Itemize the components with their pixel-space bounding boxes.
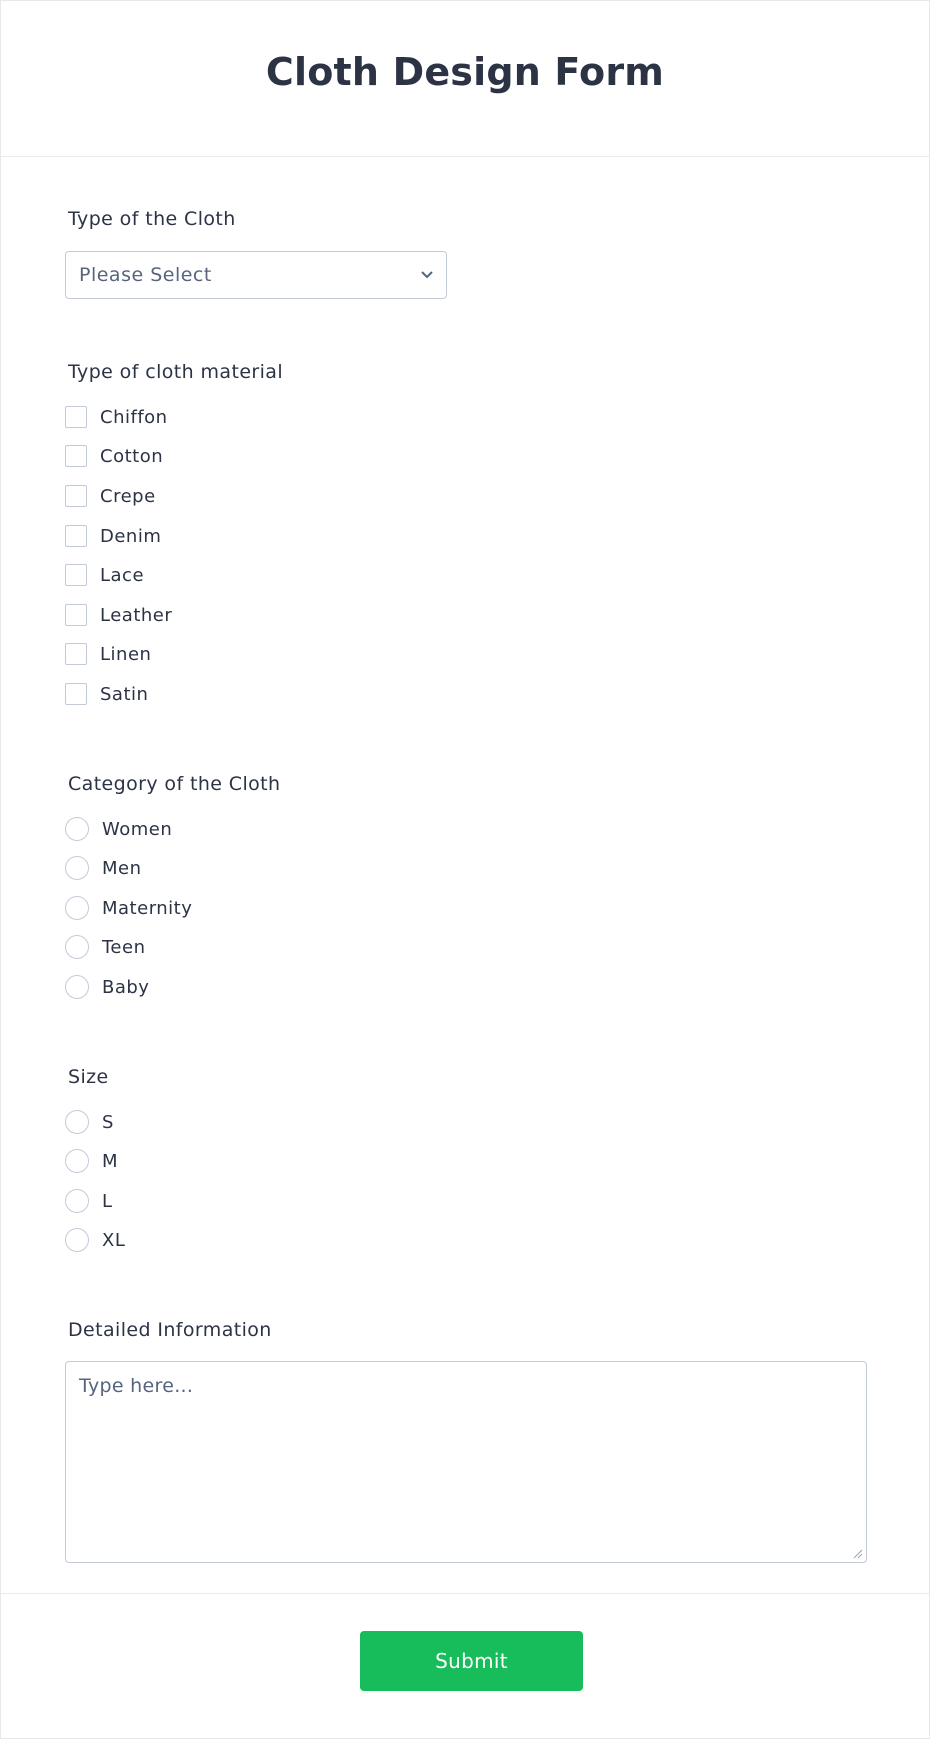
checkbox[interactable] bbox=[65, 683, 87, 705]
submit-button[interactable]: Submit bbox=[360, 1631, 583, 1691]
checkbox[interactable] bbox=[65, 564, 87, 586]
form-header bbox=[1, 1, 929, 157]
radio-button[interactable] bbox=[65, 896, 89, 920]
radio-label: Teen bbox=[102, 936, 146, 958]
radio-label: Baby bbox=[102, 976, 150, 998]
radio-option[interactable] bbox=[65, 1228, 125, 1252]
checkbox-option[interactable] bbox=[65, 603, 172, 627]
cloth-type-field bbox=[65, 208, 236, 230]
radio-button[interactable] bbox=[65, 856, 89, 880]
radio-option[interactable] bbox=[65, 1189, 113, 1213]
size-label: Size bbox=[68, 1066, 109, 1088]
radio-option[interactable] bbox=[65, 856, 142, 880]
checkbox[interactable] bbox=[65, 604, 87, 626]
checkbox-option[interactable] bbox=[65, 405, 168, 429]
checkbox[interactable] bbox=[65, 643, 87, 665]
radio-option[interactable] bbox=[65, 896, 192, 920]
radio-button[interactable] bbox=[65, 817, 89, 841]
checkbox-option[interactable] bbox=[65, 524, 161, 548]
radio-label: Men bbox=[102, 857, 142, 879]
category-label: Category of the Cloth bbox=[68, 773, 281, 795]
radio-label: L bbox=[102, 1190, 113, 1212]
checkbox[interactable] bbox=[65, 406, 87, 428]
radio-option[interactable] bbox=[65, 1149, 118, 1173]
radio-button[interactable] bbox=[65, 975, 89, 999]
form-footer bbox=[1, 1593, 929, 1739]
checkbox-label: Leather bbox=[100, 604, 173, 626]
checkbox-label: Linen bbox=[100, 643, 152, 665]
checkbox-label: Chiffon bbox=[100, 406, 168, 428]
details-textarea[interactable] bbox=[65, 1361, 867, 1563]
checkbox-label: Denim bbox=[100, 525, 162, 547]
details-field bbox=[65, 1319, 272, 1341]
size-field bbox=[65, 1066, 109, 1088]
details-label: Detailed Information bbox=[68, 1319, 272, 1341]
checkbox-label: Lace bbox=[100, 564, 145, 586]
radio-option[interactable] bbox=[65, 975, 149, 999]
checkbox-option[interactable] bbox=[65, 444, 163, 468]
radio-option[interactable] bbox=[65, 935, 146, 959]
material-field bbox=[65, 361, 283, 383]
radio-label: Maternity bbox=[102, 897, 193, 919]
radio-button[interactable] bbox=[65, 1189, 89, 1213]
checkbox-option[interactable] bbox=[65, 484, 156, 508]
radio-label: XL bbox=[102, 1229, 126, 1251]
radio-button[interactable] bbox=[65, 1228, 89, 1252]
checkbox[interactable] bbox=[65, 445, 87, 467]
radio-option[interactable] bbox=[65, 1110, 114, 1134]
checkbox-label: Cotton bbox=[100, 445, 164, 467]
radio-label: Women bbox=[102, 818, 173, 840]
cloth-type-label: Type of the Cloth bbox=[68, 208, 236, 230]
cloth-type-select[interactable] bbox=[65, 251, 447, 299]
radio-button[interactable] bbox=[65, 1110, 89, 1134]
chevron-down-icon bbox=[420, 268, 434, 282]
resize-handle-icon[interactable] bbox=[853, 1549, 863, 1559]
cloth-type-selected-value: Please Select bbox=[79, 264, 212, 286]
checkbox-option[interactable] bbox=[65, 642, 151, 666]
radio-label: S bbox=[102, 1111, 114, 1133]
radio-label: M bbox=[102, 1150, 119, 1172]
checkbox-label: Crepe bbox=[100, 485, 156, 507]
material-label: Type of cloth material bbox=[68, 361, 284, 383]
form-title: Cloth Design Form bbox=[265, 49, 665, 94]
checkbox-option[interactable] bbox=[65, 682, 148, 706]
checkbox[interactable] bbox=[65, 525, 87, 547]
checkbox-label: Satin bbox=[100, 683, 149, 705]
details-placeholder: Type here... bbox=[79, 1375, 194, 1397]
checkbox-option[interactable] bbox=[65, 563, 144, 587]
radio-option[interactable] bbox=[65, 817, 172, 841]
radio-button[interactable] bbox=[65, 1149, 89, 1173]
radio-button[interactable] bbox=[65, 935, 89, 959]
checkbox[interactable] bbox=[65, 485, 87, 507]
category-field bbox=[65, 773, 280, 795]
